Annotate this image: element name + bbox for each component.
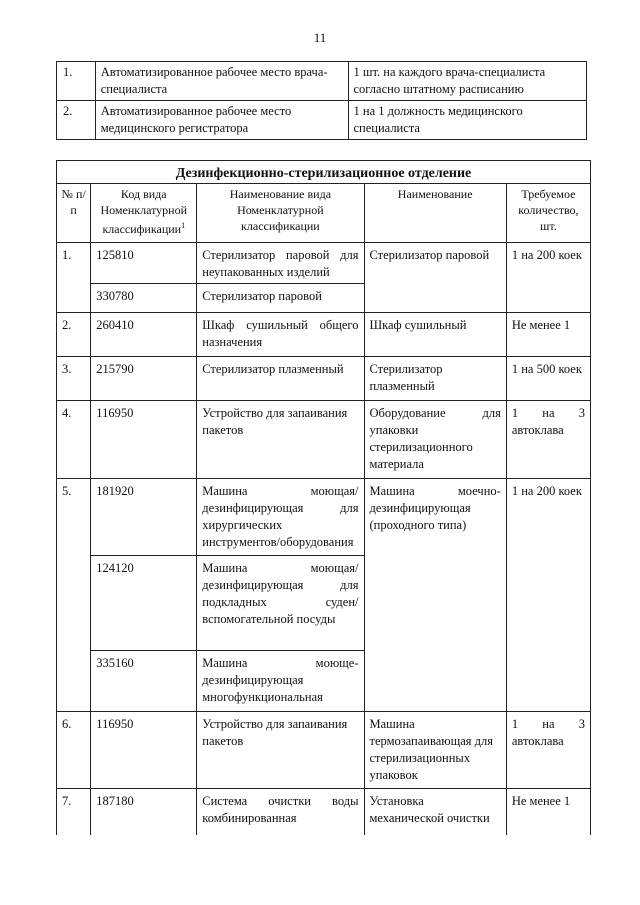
header-kind: Наименование вида Номенклатурной классификации: [197, 184, 364, 243]
kind-name: Машина моющая/дезинфицирующая для подкладных суден/вспомогательной посуды: [197, 556, 364, 651]
row-number: 2.: [57, 101, 96, 140]
kind-name: Стерилизатор паровой для неупакованных изделий: [197, 243, 364, 284]
row-number: 5.: [57, 479, 91, 712]
kind-name: Система очистки воды комбинированная: [197, 789, 364, 836]
kind-code: 260410: [91, 313, 197, 357]
equipment-table: [56, 160, 591, 835]
item-name: Стерилизатор паровой: [364, 243, 506, 313]
item-name: Автоматизированное рабочее место медицинского регистратора: [95, 101, 348, 140]
kind-name: Стерилизатор паровой: [197, 284, 364, 313]
header-code: Код вида Номенклатурной классификации$^1$: [91, 184, 197, 243]
item-name: Машина термозапаивающая для стерилизационных упаковок: [364, 712, 506, 789]
kind-code: 124120: [91, 556, 197, 651]
item-name: Шкаф сушильный: [364, 313, 506, 357]
header-row: [57, 184, 591, 243]
section-title: Дезинфекционно-стерилизационное отделение: [57, 161, 591, 184]
item-quantity: 1 на 1 должность медицинского специалиста: [348, 101, 587, 140]
item-name: Установка механической очистки: [364, 789, 506, 836]
table-row: [57, 243, 591, 284]
required-quantity: 1 на 500 коек: [506, 357, 590, 401]
table-row: [57, 62, 587, 101]
row-number: 3.: [57, 357, 91, 401]
row-number: 1.: [57, 243, 91, 313]
table-row: [57, 712, 591, 789]
table-row: [57, 789, 591, 836]
kind-code: 181920: [91, 479, 197, 556]
top-table: [56, 61, 587, 140]
kind-code: 116950: [91, 401, 197, 479]
header-required: Требуемое количество, шт.: [506, 184, 590, 243]
kind-name: Устройство для запаивания пакетов: [197, 712, 364, 789]
row-number: 2.: [57, 313, 91, 357]
row-number: 7.: [57, 789, 91, 836]
table-row: [57, 357, 591, 401]
kind-name: Машина моюще-дезинфицирующая многофункциональная: [197, 651, 364, 712]
item-name: Стерилизатор плазменный: [364, 357, 506, 401]
table-row: [57, 479, 591, 556]
kind-code: 125810: [91, 243, 197, 284]
item-name: Оборудование для упаковки стерилизационного материала: [364, 401, 506, 479]
kind-name: Машина моющая/дезинфицирующая для хирургических инструментов/оборудования: [197, 479, 364, 556]
kind-code: 330780: [91, 284, 197, 313]
required-quantity: 1 на 3 автоклава: [506, 401, 590, 479]
header-name: Наименование: [364, 184, 506, 243]
row-number: 6.: [57, 712, 91, 789]
item-name: Автоматизированное рабочее место врача-специалиста: [95, 62, 348, 101]
kind-code: 116950: [91, 712, 197, 789]
kind-name: Шкаф сушильный общего назначения: [197, 313, 364, 357]
header-num: № п/п: [57, 184, 91, 243]
required-quantity: Не менее 1: [506, 789, 590, 836]
required-quantity: 1 на 200 коек: [506, 243, 590, 313]
required-quantity: 1 на 3 автоклава: [506, 712, 590, 789]
page-number: 11: [313, 30, 327, 45]
required-quantity: 1 на 200 коек: [506, 479, 590, 712]
required-quantity: Не менее 1: [506, 313, 590, 357]
kind-code: 215790: [91, 357, 197, 401]
table-row: [57, 101, 587, 140]
table-row: [57, 401, 591, 479]
item-quantity: 1 шт. на каждого врача-специалиста согласно штатному расписанию: [348, 62, 587, 101]
row-number: 4.: [57, 401, 91, 479]
table-row: [57, 313, 591, 357]
kind-name: Стерилизатор плазменный: [197, 357, 364, 401]
row-number: 1.: [57, 62, 96, 101]
item-name: Машина моечно-дезинфицирующая (проходного типа): [364, 479, 506, 712]
kind-name: Устройство для запаивания пакетов: [197, 401, 364, 479]
kind-code: 335160: [91, 651, 197, 712]
kind-code: 187180: [91, 789, 197, 836]
